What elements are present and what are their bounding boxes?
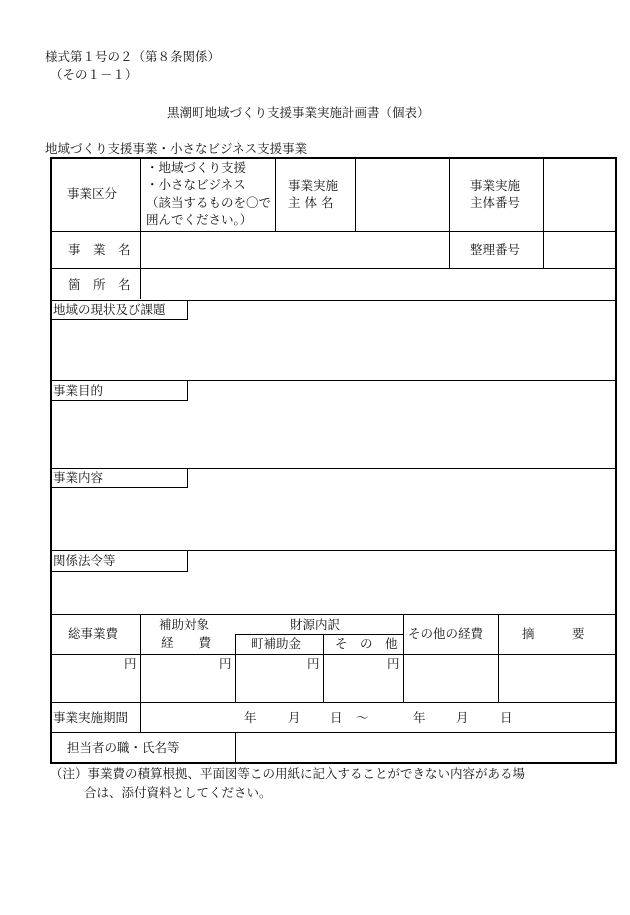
entity-name-label-line2: 主 体 名 — [288, 195, 334, 210]
subsidy-target-label-line2: 経 費 — [161, 635, 212, 650]
period-start-year[interactable]: 年 — [244, 710, 257, 725]
town-subsidy-label: 町補助金 — [251, 636, 302, 651]
period-label: 事業実施期間 — [53, 710, 129, 725]
section-label-laws: 関係法令等 — [53, 553, 116, 568]
reference-number-label: 整理番号 — [470, 242, 521, 257]
other-funding-label: そ の 他 — [335, 636, 398, 651]
form-sub-number: （その１－１） — [50, 67, 138, 82]
period-end-month[interactable]: 月 — [456, 710, 469, 725]
other-expenses-label: その他の経費 — [408, 626, 484, 641]
period-end-year[interactable]: 年 — [413, 710, 426, 725]
form-subtitle: 地域づくり支援事業・小さなビジネス支援事業 — [45, 141, 308, 156]
location-label: 箇 所 名 — [68, 277, 131, 292]
category-note-line2: 囲んでください。） — [146, 212, 253, 227]
section-label-content: 事業内容 — [53, 470, 104, 485]
note-line1: （注）事業費の積算根拠、平面図等この用紙に記入することができない内容がある場 — [50, 766, 526, 781]
category-option-small-business[interactable]: ・小さなビジネス — [146, 177, 246, 192]
total-cost-label: 総事業費 — [68, 626, 119, 641]
entity-number-label-line1: 事業実施 — [470, 178, 521, 193]
summary-label: 摘 要 — [522, 626, 585, 641]
person-in-charge-label: 担当者の職・氏名等 — [67, 740, 180, 755]
entity-number-label-line2: 主体番号 — [470, 195, 521, 210]
town-subsidy-yen-unit: 円 — [307, 656, 320, 671]
funding-breakdown-label: 財源内訳 — [290, 617, 341, 632]
section-label-current-status: 地域の現状及び課題 — [53, 302, 166, 317]
period-start-month[interactable]: 月 — [288, 710, 301, 725]
category-option-community[interactable]: ・地域づくり支援 — [146, 160, 247, 175]
form-number: 様式第１号の２（第８条関係） — [45, 49, 221, 64]
subsidy-target-yen-unit: 円 — [219, 656, 232, 671]
category-note-line1: （該当するものを〇で — [146, 195, 272, 210]
period-end-day[interactable]: 日 — [500, 710, 513, 725]
category-label: 事業区分 — [67, 186, 118, 201]
note-line2: 合は、添付資料としてください。 — [84, 785, 272, 800]
period-start-day[interactable]: 日 — [330, 710, 343, 725]
subsidy-target-label-line1: 補助対象 — [159, 617, 210, 632]
other-funding-yen-unit: 円 — [387, 656, 400, 671]
project-name-label: 事 業 名 — [68, 242, 131, 257]
total-cost-yen-unit: 円 — [124, 656, 137, 671]
entity-name-label-line1: 事業実施 — [288, 178, 339, 193]
period-tilde: ～ — [356, 710, 369, 725]
section-label-purpose: 事業目的 — [53, 383, 104, 398]
page-title: 黒潮町地域づくり支援事業実施計画書（個表） — [167, 105, 430, 120]
